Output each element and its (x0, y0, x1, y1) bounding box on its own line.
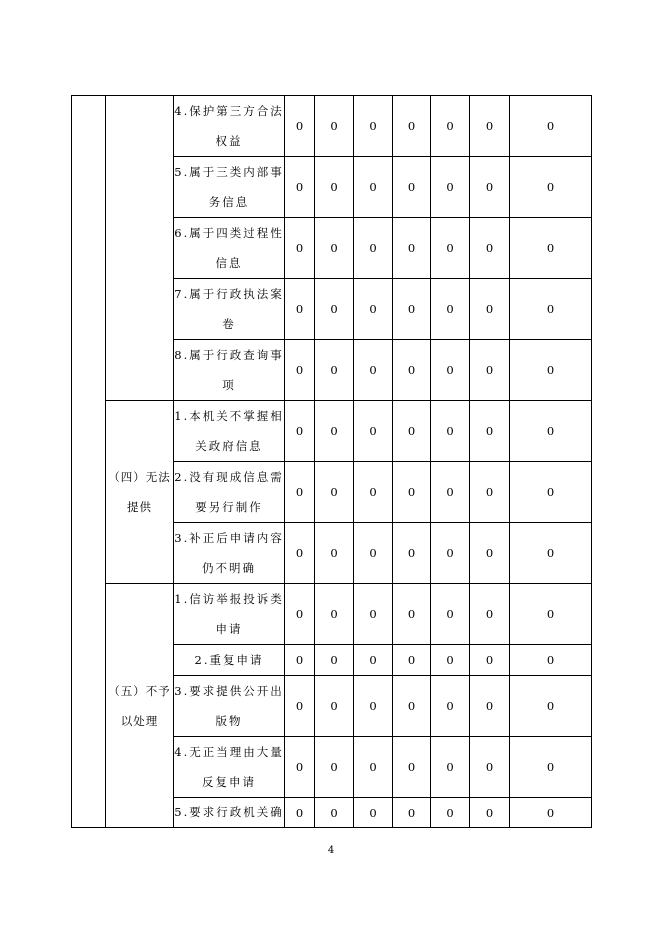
value-cell: 0 (315, 523, 354, 584)
value-cell: 0 (315, 96, 354, 157)
row-label: 3.要求提供公开出版物 (174, 676, 285, 737)
value-cell: 0 (510, 737, 592, 798)
value-cell: 0 (470, 645, 510, 676)
value-cell: 0 (431, 279, 470, 340)
row-label: 2.重复申请 (174, 645, 285, 676)
value-cell: 0 (510, 157, 592, 218)
value-cell: 0 (470, 340, 510, 401)
value-cell: 0 (431, 737, 470, 798)
value-cell: 0 (393, 584, 431, 645)
value-cell: 0 (354, 96, 393, 157)
value-cell: 0 (393, 340, 431, 401)
row-label: 4.无正当理由大量反复申请 (174, 737, 285, 798)
value-cell: 0 (393, 96, 431, 157)
page-number: 4 (327, 845, 335, 856)
value-cell: 0 (354, 523, 393, 584)
group-not-processed: （五）不予以处理 (106, 584, 174, 828)
row-label: 7.属于行政执法案卷 (174, 279, 285, 340)
value-cell: 0 (431, 645, 470, 676)
value-cell: 0 (431, 340, 470, 401)
value-cell: 0 (354, 462, 393, 523)
group-cell-continued (106, 96, 174, 401)
value-cell: 0 (510, 523, 592, 584)
outer-category-cell (72, 96, 106, 828)
value-cell: 0 (510, 218, 592, 279)
value-cell: 0 (354, 401, 393, 462)
value-cell: 0 (354, 584, 393, 645)
row-label: 2.没有现成信息需要另行制作 (174, 462, 285, 523)
value-cell: 0 (470, 462, 510, 523)
value-cell: 0 (354, 798, 393, 828)
value-cell: 0 (431, 401, 470, 462)
value-cell: 0 (470, 737, 510, 798)
value-cell: 0 (393, 279, 431, 340)
row-label: 3.补正后申请内容仍不明确 (174, 523, 285, 584)
value-cell: 0 (393, 523, 431, 584)
value-cell: 0 (431, 584, 470, 645)
value-cell: 0 (431, 676, 470, 737)
value-cell: 0 (315, 157, 354, 218)
value-cell: 0 (510, 340, 592, 401)
row-label: 5.属于三类内部事务信息 (174, 157, 285, 218)
value-cell: 0 (285, 798, 315, 828)
value-cell: 0 (393, 798, 431, 828)
value-cell: 0 (510, 401, 592, 462)
value-cell: 0 (315, 401, 354, 462)
value-cell: 0 (510, 676, 592, 737)
row-label: 5.要求行政机关确 (174, 798, 285, 828)
value-cell: 0 (510, 645, 592, 676)
value-cell: 0 (315, 340, 354, 401)
value-cell: 0 (393, 737, 431, 798)
value-cell: 0 (470, 523, 510, 584)
value-cell: 0 (285, 340, 315, 401)
value-cell: 0 (510, 96, 592, 157)
value-cell: 0 (354, 157, 393, 218)
disclosure-statistics-table (71, 95, 592, 828)
row-label: 8.属于行政查询事项 (174, 340, 285, 401)
value-cell: 0 (285, 584, 315, 645)
value-cell: 0 (510, 279, 592, 340)
row-label: 1.本机关不掌握相关政府信息 (174, 401, 285, 462)
value-cell: 0 (470, 401, 510, 462)
value-cell: 0 (354, 218, 393, 279)
value-cell: 0 (393, 218, 431, 279)
row-label: 6.属于四类过程性信息 (174, 218, 285, 279)
value-cell: 0 (285, 676, 315, 737)
row-label: 4.保护第三方合法权益 (174, 96, 285, 157)
value-cell: 0 (470, 218, 510, 279)
value-cell: 0 (510, 584, 592, 645)
value-cell: 0 (354, 676, 393, 737)
value-cell: 0 (431, 157, 470, 218)
value-cell: 0 (354, 279, 393, 340)
value-cell: 0 (354, 737, 393, 798)
value-cell: 0 (470, 96, 510, 157)
table-row (72, 401, 592, 462)
value-cell: 0 (393, 676, 431, 737)
value-cell: 0 (470, 279, 510, 340)
value-cell: 0 (470, 798, 510, 828)
value-cell: 0 (315, 279, 354, 340)
value-cell: 0 (510, 798, 592, 828)
value-cell: 0 (393, 401, 431, 462)
value-cell: 0 (393, 645, 431, 676)
value-cell: 0 (393, 157, 431, 218)
table-row (72, 96, 592, 157)
value-cell: 0 (431, 96, 470, 157)
value-cell: 0 (354, 340, 393, 401)
value-cell: 0 (431, 462, 470, 523)
value-cell: 0 (470, 676, 510, 737)
value-cell: 0 (285, 523, 315, 584)
value-cell: 0 (315, 676, 354, 737)
table-row (72, 584, 592, 645)
value-cell: 0 (315, 462, 354, 523)
row-label: 1.信访举报投诉类申请 (174, 584, 285, 645)
value-cell: 0 (510, 462, 592, 523)
value-cell: 0 (393, 462, 431, 523)
value-cell: 0 (315, 798, 354, 828)
value-cell: 0 (470, 584, 510, 645)
value-cell: 0 (285, 462, 315, 523)
value-cell: 0 (354, 645, 393, 676)
value-cell: 0 (315, 737, 354, 798)
value-cell: 0 (285, 218, 315, 279)
value-cell: 0 (285, 737, 315, 798)
value-cell: 0 (431, 523, 470, 584)
value-cell: 0 (315, 218, 354, 279)
value-cell: 0 (285, 401, 315, 462)
value-cell: 0 (285, 279, 315, 340)
value-cell: 0 (285, 645, 315, 676)
value-cell: 0 (315, 645, 354, 676)
value-cell: 0 (315, 584, 354, 645)
value-cell: 0 (285, 96, 315, 157)
value-cell: 0 (431, 798, 470, 828)
value-cell: 0 (470, 157, 510, 218)
group-cannot-provide: （四）无法提供 (106, 401, 174, 584)
value-cell: 0 (285, 157, 315, 218)
value-cell: 0 (431, 218, 470, 279)
